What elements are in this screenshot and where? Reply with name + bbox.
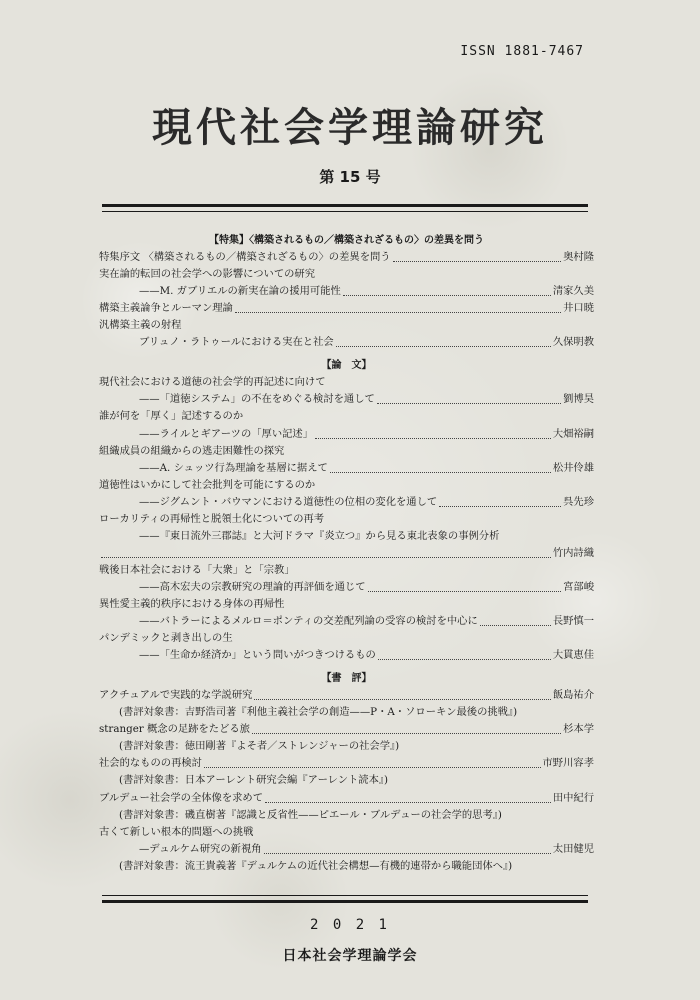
toc-line xyxy=(99,647,594,664)
dot-leader xyxy=(368,591,562,592)
toc-entry-title: ——高木宏夫の宗教研究の理論的再評価を通じて xyxy=(139,580,366,593)
dot-leader xyxy=(235,312,561,313)
dot-leader xyxy=(265,802,551,803)
dot-leader xyxy=(393,261,562,262)
dot-leader xyxy=(343,295,551,296)
dot-leader xyxy=(252,733,561,734)
toc-subtitle-line: 誰が何を「厚く」記述するのか xyxy=(99,410,244,423)
toc-entry-author: 劉博昊 xyxy=(563,393,594,406)
toc-entry-title: 構築主義論争とルーマン理論 xyxy=(99,302,233,315)
toc-line xyxy=(99,426,594,443)
toc-entry-author: 松井伶雄 xyxy=(552,461,594,474)
dot-leader xyxy=(101,557,551,558)
table-of-contents xyxy=(99,232,594,875)
toc-line xyxy=(99,391,594,408)
toc-subtitle-line: (書評対象書：徳田剛著『よそ者／ストレンジャーの社会学』) xyxy=(119,740,400,753)
toc-subtitle-line: 現代社会における道徳の社会学的再記述に向けて xyxy=(99,376,326,389)
toc-entry-title: 社会的なものの再検討 xyxy=(99,757,202,770)
toc-subtitle-line: パンデミックと剥き出しの生 xyxy=(99,632,233,645)
toc-entry-title: ——ジグムント・バウマンにおける道徳性の位相の変化を通して xyxy=(139,495,438,508)
toc-entry-author: 杉本学 xyxy=(563,723,594,736)
toc-entry-author: 呉先珍 xyxy=(563,495,594,508)
reviews-section-list xyxy=(99,687,594,875)
toc-subtitle-line: (書評対象書：吉野浩司著『利他主義社会学の創造——P・A・ソローキン最後の挑戦』) xyxy=(119,706,518,719)
toc-subtitle-line: 戦後日本社会における「大衆」と「宗教」 xyxy=(99,563,295,576)
special-section-list xyxy=(99,249,594,351)
toc-entry-author: 奥村隆 xyxy=(563,251,594,264)
dot-leader xyxy=(378,659,551,660)
toc-entry-author: 大畑裕嗣 xyxy=(552,427,594,440)
toc-entry-author: 竹内詩織 xyxy=(552,546,594,559)
toc-entry-author: 太田健児 xyxy=(552,842,594,855)
toc-entry-author: 飯島祐介 xyxy=(552,689,594,702)
dot-leader xyxy=(439,506,561,507)
toc-subtitle-line: 汎構築主義の射程 xyxy=(99,319,182,332)
toc-line xyxy=(99,579,594,596)
toc-subtitle-line: 実在論的転回の社会学への影響についての研究 xyxy=(99,268,316,281)
toc-entry-title: —デュルケム研究の新視角 xyxy=(139,842,262,855)
toc-entry-author: 田中紀行 xyxy=(552,791,594,804)
toc-entry-title: stranger 概念の足跡をたどる旅 xyxy=(99,723,250,736)
issue-number: 第 15 号 xyxy=(319,168,381,186)
dot-leader xyxy=(264,853,551,854)
journal-title: 現代社会学理論研究 xyxy=(152,105,548,151)
toc-subtitle-line: ——『東日流外三郡誌』と大河ドラマ『炎立つ』から見る東北表象の事例分析 xyxy=(139,529,500,542)
dot-leader xyxy=(480,625,551,626)
bottom-double-rule xyxy=(102,895,588,903)
toc-entry-title: ブルデュー社会学の全体像を求めて xyxy=(99,791,264,804)
toc-entry-title: ——A. シュッツ行為理論を基層に据えて xyxy=(139,461,328,474)
toc-entry-title: ——バトラーによるメルロ＝ポンティの交差配列論の受容の検討を中心に xyxy=(139,615,478,628)
toc-entry-author: 清家久美 xyxy=(552,285,594,298)
toc-subtitle-line: (書評対象書：流王貴義著『デュルケムの近代社会構想—有機的連帯から職能団体へ』) xyxy=(119,859,513,872)
toc-line xyxy=(99,790,594,807)
toc-subtitle-line: (書評対象書：磯直樹著『認識と反省性——ピエール・ブルデューの社会学的思考』) xyxy=(119,808,502,821)
dot-leader xyxy=(254,699,550,700)
dot-leader xyxy=(204,767,541,768)
dot-leader xyxy=(377,403,561,404)
toc-line xyxy=(99,300,594,317)
toc-subtitle-line: 道徳性はいかにして社会批判を可能にするのか xyxy=(99,478,316,491)
toc-entry-author: 久保明教 xyxy=(552,336,594,349)
toc-subtitle-line: 組織成員の組織からの逃走困難性の探究 xyxy=(99,444,285,457)
toc-entry-title: ——「生命か経済か」という問いがつきつけるもの xyxy=(139,649,376,662)
articles-section-list xyxy=(99,374,594,664)
toc-subtitle-line: 異性愛主義的秩序における身体の再帰性 xyxy=(99,597,285,610)
toc-subtitle-line: 古くて新しい根本的問題への挑戦 xyxy=(99,825,254,838)
toc-subtitle-line: ローカリティの再帰性と脱領土化についての再考 xyxy=(99,512,325,525)
articles-section-heading: 【論 文】 xyxy=(321,360,372,372)
toc-entry-author: 大貫恵佳 xyxy=(552,649,594,662)
toc-entry-author: 宮部峻 xyxy=(563,580,594,593)
toc-entry-title: 特集序文 〈構築されるもの／構築されざるもの〉の差異を問う xyxy=(99,251,391,264)
toc-line xyxy=(99,755,594,772)
toc-line xyxy=(99,687,594,704)
toc-line xyxy=(99,283,594,300)
special-section-heading: 【特集】〈構築されるもの／構築されざるもの〉の差異を問う xyxy=(209,235,484,246)
toc-line xyxy=(99,721,594,738)
toc-line xyxy=(99,334,594,351)
publication-year: 2 0 2 1 xyxy=(309,917,390,933)
toc-line xyxy=(99,613,594,630)
toc-line xyxy=(99,249,594,266)
toc-entry-title: ブリュノ・ラトゥールにおける実在と社会 xyxy=(139,336,334,349)
toc-line xyxy=(99,460,594,477)
publisher-name: 日本社会学理論学会 xyxy=(282,948,418,964)
dot-leader xyxy=(330,472,551,473)
toc-entry-title: アクチュアルで実践的な学説研究 xyxy=(99,689,253,702)
toc-entry-author: 井口暁 xyxy=(563,302,594,315)
toc-entry-author: 市野川容孝 xyxy=(542,757,594,770)
toc-line xyxy=(99,545,594,562)
toc-entry-title: ——「道徳システム」の不在をめぐる検討を通して xyxy=(139,393,375,406)
toc-line xyxy=(99,841,594,858)
toc-entry-title: ——ライルとギアーツの「厚い記述」 xyxy=(139,427,314,440)
dot-leader xyxy=(315,438,551,439)
toc-entry-title: ——M. ガブリエルの新実在論の援用可能性 xyxy=(139,285,341,298)
issn-number: ISSN 1881-7467 xyxy=(460,44,584,59)
reviews-section-heading: 【書 評】 xyxy=(321,673,372,685)
top-double-rule xyxy=(102,204,588,212)
dot-leader xyxy=(336,346,551,347)
toc-subtitle-line: (書評対象書：日本アーレント研究会編『アーレント読本』) xyxy=(119,774,389,787)
toc-entry-author: 長野慎一 xyxy=(552,615,594,628)
toc-line xyxy=(99,494,594,511)
